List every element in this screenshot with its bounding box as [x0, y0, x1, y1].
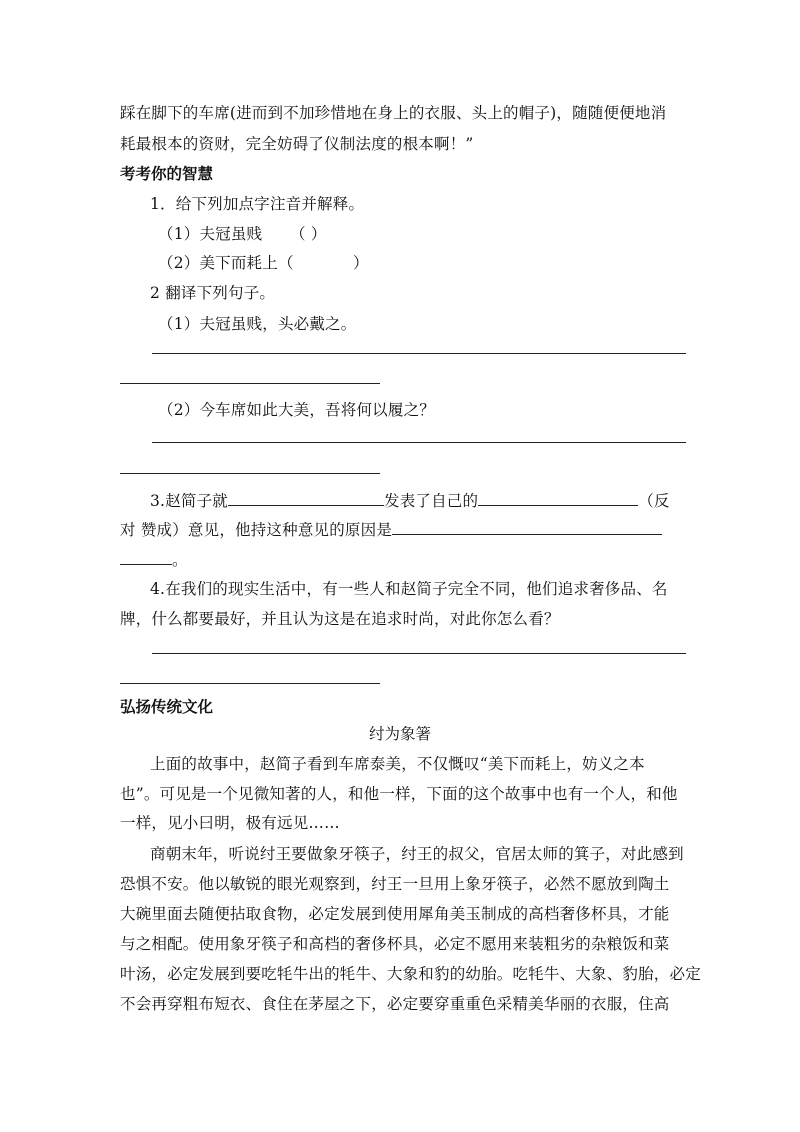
para2-line-2: 恐惧不安。他以敏锐的眼光观察到，纣王一旦用上象牙筷子，必然不愿放到陶土 — [120, 875, 670, 893]
q1-item-2-close: ） — [353, 254, 369, 272]
answer-line[interactable] — [152, 653, 686, 654]
section-heading-quiz: 考考你的智慧 — [120, 165, 214, 183]
q3-line-2 — [120, 519, 662, 540]
story-title: 纣为象箸 — [368, 725, 431, 743]
para2-line-5: 叶汤，必定发展到要吃牦牛出的牦牛、大象和豹的幼胎。吃牦牛、大象、豹胎，必定 — [120, 965, 701, 983]
q3-line-3 — [120, 549, 188, 570]
q3-part-5: 。 — [172, 551, 188, 569]
q3-blank-3-cont[interactable] — [120, 549, 172, 565]
q3-blank-1[interactable] — [228, 490, 384, 506]
q3-part-1: 3.赵简子就 — [150, 492, 228, 510]
q3-part-4: 对 赞成）意见，他持这种意见的原因是 — [120, 521, 393, 539]
q3-part-2: 发表了自己的 — [384, 492, 479, 510]
para1-line-1: 上面的故事中，赵简子看到车席泰美，不仅慨叹“美下而耗上，妨义之本 — [150, 755, 645, 773]
para2-line-4: 与之相配。使用象牙筷子和高档的奢侈杯具，必定不愿用来装粗劣的杂粮饭和菜 — [120, 935, 670, 953]
q3-blank-2[interactable] — [478, 490, 638, 506]
q3-part-3: （反 — [638, 492, 670, 510]
q1-item-2: （2）美下而耗上（ — [158, 254, 294, 272]
q1-item-1: （1）夫冠虽贱 — [158, 225, 263, 243]
intro-line-2: 耗最根本的资财，完全妨碍了仪制法度的根本啊！” — [120, 135, 474, 153]
q3-line-1 — [150, 490, 670, 511]
answer-line[interactable] — [120, 683, 380, 684]
answer-line[interactable] — [120, 473, 380, 474]
q2-item-2: （2）今车席如此大美，吾将何以履之？ — [158, 401, 435, 419]
q1-item-1-blank: （ ） — [290, 225, 327, 243]
q2-prompt: 2 翻译下列句子。 — [150, 284, 276, 302]
q1-prompt: 1．给下列加点字注音并解释。 — [150, 195, 365, 213]
q2-item-1: （1）夫冠虽贱，头必戴之。 — [158, 315, 357, 333]
answer-line[interactable] — [120, 383, 380, 384]
para1-line-2: 也”。可见是一个见微知著的人，和他一样，下面的这个故事中也有一个人，和他 — [120, 785, 678, 803]
answer-line[interactable] — [152, 442, 686, 443]
answer-line[interactable] — [152, 353, 686, 354]
para1-line-3: 一样，见小曰明，极有远见…… — [120, 814, 340, 832]
para2-line-1: 商朝末年，听说纣王要做象牙筷子，纣王的叔父，官居太师的箕子，对此感到 — [150, 845, 684, 863]
para2-line-6: 不会再穿粗布短衣、食住在茅屋之下，必定要穿重重色采精美华丽的衣服，住高 — [120, 995, 670, 1013]
section-heading-culture: 弘扬传统文化 — [120, 698, 214, 716]
intro-line-1: 踩在脚下的车席(进而到不加珍惜地在身上的衣服、头上的帽子)，随随便便地消 — [120, 104, 667, 122]
q3-blank-3[interactable] — [392, 519, 662, 535]
para2-line-3: 大碗里面去随便拈取食物，必定发展到使用犀角美玉制成的高档奢侈杯具，才能 — [120, 905, 670, 923]
q4-line-1: 4.在我们的现实生活中，有一些人和赵简子完全不同，他们追求奢侈品、名 — [150, 580, 668, 598]
q4-line-2: 牌，什么都要最好，并且认为这是在追求时尚，对此你怎么看？ — [120, 610, 560, 628]
